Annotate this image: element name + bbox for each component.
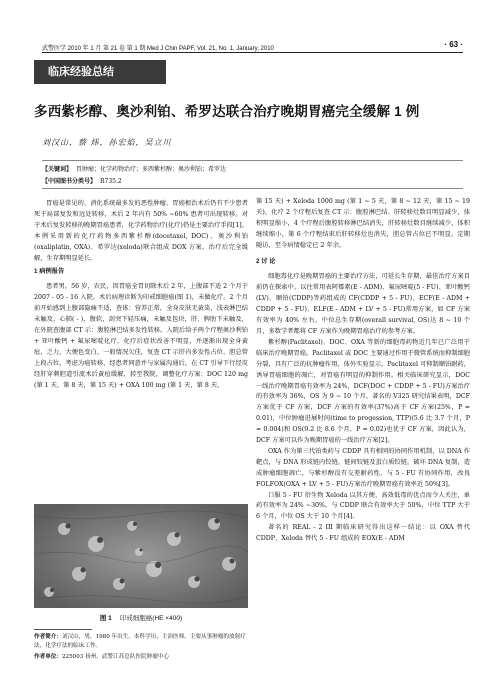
- classification-line: [42, 176, 122, 185]
- left-column: [34, 199, 248, 391]
- page-number: · 63 ·: [444, 40, 463, 49]
- running-header: 武警医学 2010 年 1 月 第 21 卷 第 1 期 Med J Chin PAPF, Vol. 21, No. 1, January, 2010: [42, 46, 274, 52]
- classification-text: R735.2: [100, 178, 122, 185]
- figure-label: 图 1: [99, 615, 112, 622]
- discussion-paragraph-2: 紫杉醇(Paclitaxel)、DOC、OXA 等新的细胞毒药物近几年已广泛用于临床治疗晚期胃癌。Paclitaxel 或 DOC 主要通过作用于微管系统而抑制细胞分裂，具有广泛的抗肿瘤作用，体外实验显示，Paclitaxel 可抑制顺铂耐药，诱导胃癌细胞的凋亡，对胃癌有明显的抑制作用。相关临床研究显示，DOC 一线治疗晚期胃癌有效率为 24%，DCF(DOC + CDDP + 5 - FU)方案治疗的有效率为 36%，OS 为 9 ~ 10 个月。著名的 V325 研究结果表明，DCF 方案优于 CF 方案，DCF 方案的有效率(37%)高于 CF 方案(25%，P = 0.01)，中位肿瘤进展时间(time to progession, TTP)(5.6 比 3.7 个月，P = 0.004)和 OS(9.2 比 8.6 个月，P = 0.02)也优于 CF 方案，因此认为，DCF 方案可以作为晚期胃癌的一线治疗方案[2]。: [256, 338, 470, 445]
- intro-paragraph: 胃癌是常见的、消化系统最多发的恶性肿瘤。胃癌根治术后仍有不少患者死于局部复发和远处转移，术后 2 年内有 50% ~60% 患者可出现转移。对于术后复发转移的晚期胃癌患者，化学药物治疗(化疗)仍是主要治疗手段[1]。本例采用新的化疗药物多西紫杉醇(docetaxel, DOC)、奥沙利铂(oxaliplatin, OXA)、希罗达(xeloda)联合组成 DOX 方案，治疗后完全缓解，生存期明显延长。: [34, 200, 248, 262]
- keywords-text: 胃肿瘤；化学药物治疗；多西紫杉醇；奥沙利铂；希罗达: [76, 166, 227, 173]
- section-heading-case: 1 病例报告: [34, 268, 65, 276]
- discussion-paragraph-5: 著名的 REAL - 2 III 期临床研究得出这样一结论：以 OXA 替代 CDDP、Xeloda 替代 5 - FU 组成的 EOX(E - ADM: [256, 524, 470, 543]
- footnote-author-info: [34, 633, 248, 651]
- keywords-label: 【关键词】: [42, 167, 73, 173]
- case-paragraph: 患者男，56 岁，农民，因胃癌全胃切除术后 2 年，上腹部不适 2 个月于 2007 - 05 - 16 入院。术后病理诊断为印戒细胞癌(图 1)，未做化疗。2 个月前开始感到上腹部隐痛不适，查体：营养正常，全身皮肤无黄染，浅表淋巴结未触及，心肺( - )，腹软，剑突下轻压痛，未触及包块，肝、脾肋下未触及，在外院查腹部 CT 示：腹腔淋巴结多发性转移。入院后给予两个疗程奥沙利铂 + 亚叶酸钙 + 氟尿嘧啶化疗，化疗后症状改善不明显，并逐渐出现全身黄疸，乏力，大便色变白，一般情况欠佳，复查 CT 示肝内多发性占位、胆总管上段占位，考虑为癌转移，经患者同意并与家属沟通后，在 CT 引导下行经皮经肝穿刺胆道引流术后黄疸缓解，转至我院，调整化疗方案：DOC 120 mg (第 1 天，第 8 天，第 15 天) + OXA 100 mg (第 1 天，第 8 天，: [34, 283, 248, 389]
- section-heading-discussion: 2 讨 论: [256, 257, 276, 265]
- keywords-line: [42, 164, 226, 173]
- footnote-rule: [34, 629, 92, 630]
- footnote-unit: [34, 653, 248, 662]
- figure-caption-text: 印戒细胞癌(HE ×400): [119, 615, 183, 622]
- header-rule: [42, 52, 463, 53]
- case-continued-paragraph: 第 15 天) + Xeloda 1000 mg (第 1 ~ 5 天，第 8 ~ 12 天，第 15 ~ 19 天)，化疗 2 个疗程后复查 CT 示：腹腔淋巴结、肝转移灶数目明显减少，体积明显缩小，4 个疗程后腹腔转移淋巴结消失，肝转移灶数目继续减少，体积继续缩小，第 6 个疗程结束后肝转移灶也消失，胆总管占位已不明显。定期随访，至今病情稳定已 2 年余。: [256, 198, 470, 249]
- discussion-paragraph-4: 口服 5 - FU 衍生物 Xeloda 以其方便、高效低毒的优点而令人关注，单药有效率为 24% ~30%，与 CDDP 联合有效率大于 50%，中位 TTP 大于 6 个月，中位 OS 大于 10 个月[4]。: [256, 491, 470, 521]
- discussion-paragraph-3: OXA 作为第三代铂类药与 CDDP 具有相同的协同作用机制，以 DNA 作靶点，与 DNA 形成链内铰链，链间铰链及蛋白质铰链，破坏 DNA 复制，造成肿瘤细胞凋亡，与紫杉醇没有交差耐药性，与 5 - FU 有协同作用，改良 FOLFOX(OXA + LV + 5 - FU)方案治疗晚期胃癌有效率近 50%[3]。: [256, 447, 470, 488]
- section-banner: 临床经验总结: [34, 60, 166, 84]
- keywords-top-rule: [42, 160, 463, 161]
- author-list: 刘汉山，蔡 炜，孙宏焰，吴立川: [42, 138, 172, 147]
- keywords-bottom-rule: [42, 188, 463, 189]
- unit-label: 作者单位：: [34, 654, 62, 660]
- author-info-text: 刘汉山，男，1980 年出生。本科学历，主治医师。主要从事肿瘤的放射疗法，化学疗法的临床工作。: [34, 634, 246, 649]
- unit-text: 225003 扬州，武警江苏总队医院肿瘤中心: [61, 654, 170, 660]
- discussion-paragraph-1: 细胞毒化疗是晚期胃癌的主要治疗方法，可延长生存期，最佳治疗方案目前仍在探索中。以往常用表阿霉素(E - ADM)、氟尿嘧啶(5 - FU)、亚叶酸钙(LV)、顺铂(CDDP)等药组成的 CF(CDDP + 5 - FU)、ECF(E - ADM + CDDP + 5 - FU)、ELF(E - ADM + LV + 5 - FU)常用方案，如 CF 方案有效率为 40% 左右，中位总生存期(overall survival, OS)达 8 ~ 10 个月，多数学者都将 CF 方案作为晚期胃癌治疗的参考方案。: [256, 273, 470, 335]
- classification-label: 【中国图书分类号】: [42, 179, 97, 185]
- author-info-label: 作者简介：: [34, 634, 62, 640]
- article-title: 多西紫杉醇、奥沙利铂、希罗达联合治疗晚期胃癌完全缓解 1 例: [34, 104, 420, 119]
- figure-caption: [34, 613, 248, 622]
- right-column: [256, 197, 470, 545]
- histology-figure-image: [34, 504, 248, 608]
